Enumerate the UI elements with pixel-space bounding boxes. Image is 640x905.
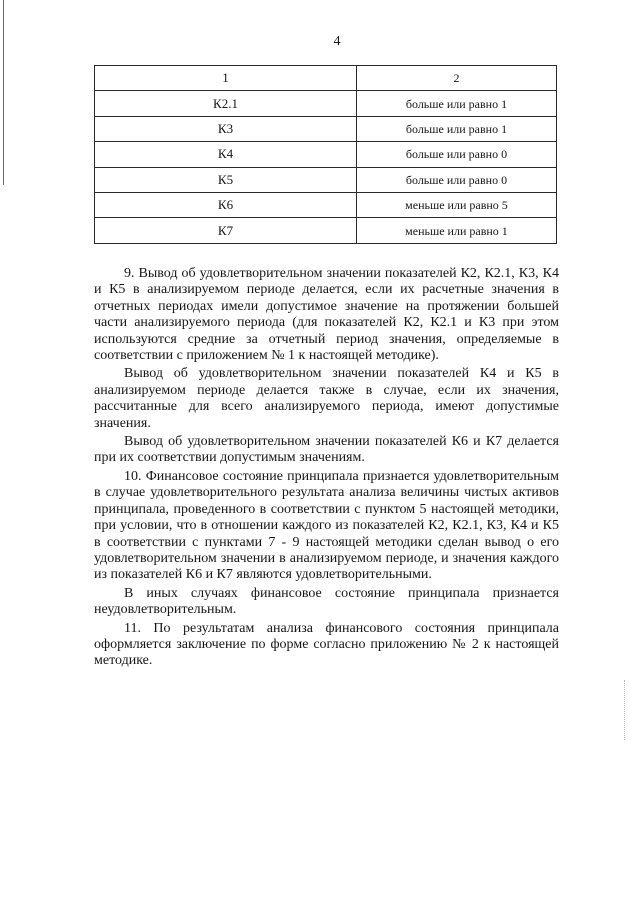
paragraph-9-continued: Вывод об удовлетворительном значении показателей К4 и К5 в анализируемом периоде делается также в случае, если их значения, рассчитанные для всего анализируемого периода, имеют допустимые значения. — [94, 366, 559, 431]
indicator-cell: К6 — [95, 192, 357, 217]
indicator-cell: К2.1 — [95, 91, 357, 116]
table-row — [95, 192, 557, 217]
paragraph-9-k6-k7: Вывод об удовлетворительном значении показателей К6 и К7 делается при их соответствии допустимым значениям. — [94, 434, 559, 466]
paragraph-9: 9. Вывод об удовлетворительном значении показателей К2, К2.1, К3, К4 и К5 в анализируемом периоде делается, если их расчетные значения в отчетных периодах имели допустимое значение на протяжении большей части анализируемого периода (для показателей К2, К2.1 и К3 при этом используются средние за отчетный период значения, определяемые в соответствии с приложением № 1 к настоящей методике). — [94, 266, 559, 364]
criteria-table — [94, 65, 557, 244]
value-cell: больше или равно 0 — [357, 167, 557, 192]
value-cell: больше или равно 1 — [357, 91, 557, 116]
table-row — [95, 167, 557, 192]
paragraph-11: 11. По результатам анализа финансового состояния принципала оформляется заключение по форме согласно приложению № 2 к настоящей методике. — [94, 620, 559, 669]
scan-margin-line — [3, 0, 4, 185]
table-row — [95, 91, 557, 116]
table-header-row — [95, 66, 557, 91]
table-row — [95, 218, 557, 243]
indicator-cell: К3 — [95, 116, 357, 141]
paragraph-10: 10. Финансовое состояние принципала признается удовлетворительным в случае удовлетворительного результата анализа величины чистых активов принципала, проведенного в соответствии с пунктом 5 настоящей методики, при условии, что в отношении каждого из показателей К2, К2.1, К3, К4 и К5 в соответствии с пунктами 7 - 9 настоящей методики сделан вывод о его удовлетворительном значении в анализируемом периоде, и значения каждого из показателей К6 и К7 являются удовлетворительными. — [94, 468, 559, 583]
indicator-cell: К5 — [95, 167, 357, 192]
paragraph-10-otherwise: В иных случаях финансовое состояние принципала признается неудовлетворительным. — [94, 585, 559, 618]
indicator-cell: К4 — [95, 142, 357, 167]
page-number: 4 — [333, 34, 341, 49]
scan-specks — [624, 680, 626, 740]
value-cell: больше или равно 1 — [357, 116, 557, 141]
value-cell: меньше или равно 1 — [357, 218, 557, 243]
table-row — [95, 142, 557, 167]
table-row — [95, 116, 557, 141]
value-cell: больше или равно 0 — [357, 142, 557, 167]
table-header-cell: 2 — [357, 66, 557, 91]
value-cell: меньше или равно 5 — [357, 192, 557, 217]
indicator-cell: К7 — [95, 218, 357, 243]
table-header-cell: 1 — [95, 66, 357, 91]
document-body — [94, 266, 559, 672]
